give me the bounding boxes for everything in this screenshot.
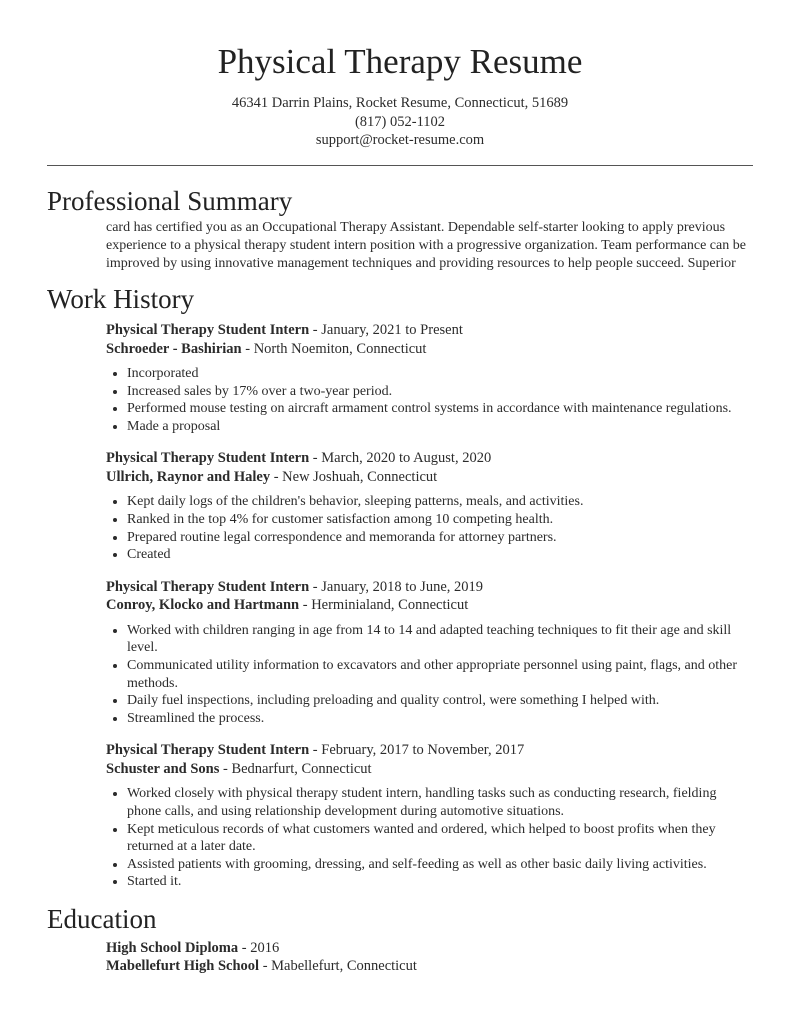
job-title: Physical Therapy Student Intern bbox=[106, 450, 310, 467]
job-location: - North Noemiton, Connecticut bbox=[241, 340, 427, 357]
phone: (817) 052-1102 bbox=[354, 113, 446, 130]
bullet-item: • Performed mouse testing on aircraft armament control systems in accordance with maintenance regulations. bbox=[127, 400, 753, 418]
degree: High School Diploma bbox=[106, 939, 239, 956]
job-bullets bbox=[106, 785, 753, 891]
job-location: - Bednarfurt, Connecticut bbox=[219, 760, 372, 777]
education-heading: Education bbox=[47, 903, 157, 934]
bullet-item: • Worked closely with physical therapy student intern, handling tasks such as conducting research, fielding phone calls, and using relationship development during automotive situations. bbox=[127, 785, 753, 820]
resume-title: Physical Therapy Resume bbox=[217, 42, 583, 81]
school-location: - Mabellefurt, Connecticut bbox=[259, 958, 417, 975]
job-title: Physical Therapy Student Intern bbox=[106, 578, 310, 595]
company-name: Schuster and Sons bbox=[106, 760, 220, 777]
summary-text: card has certified you as an Occupational Therapy Assistant. Dependable self-starter looking to apply previous experience to a physical therapy student intern position with a progressive organization. Team performance can be improved by using innovative management techniques and providing resources to help people succeed. Superior bbox=[106, 220, 746, 271]
bullet-item: • Daily fuel inspections, including preloading and quality control, were something I helped with. bbox=[127, 692, 753, 710]
job-location: - Herminialand, Connecticut bbox=[299, 597, 469, 614]
resume-body bbox=[47, 183, 753, 976]
job-dates: - March, 2020 to August, 2020 bbox=[309, 450, 492, 467]
bullet-item: • Prepared routine legal correspondence and memoranda for attorney partners. bbox=[127, 529, 753, 547]
job-title: Physical Therapy Student Intern bbox=[106, 322, 310, 338]
job-list bbox=[47, 321, 753, 891]
graduation-year: - 2016 bbox=[238, 939, 280, 956]
bullet-item: • Assisted patients with grooming, dressing, and self-feeding as well as other basic daily living activities. bbox=[127, 856, 753, 874]
education-entry bbox=[106, 939, 753, 976]
bullet-item: • Increased sales by 17% over a two-year period. bbox=[127, 383, 753, 401]
job-entry bbox=[106, 321, 753, 435]
summary-heading: Professional Summary bbox=[47, 186, 293, 216]
bullet-item: • Made a proposal bbox=[127, 418, 753, 436]
job-entry bbox=[106, 449, 753, 563]
job-bullets bbox=[106, 365, 753, 435]
bullet-item: • Incorporated bbox=[127, 365, 753, 383]
bullet-item: • Communicated utility information to excavators and other appropriate personnel using paint, flags, and other methods. bbox=[127, 657, 753, 692]
bullet-item: • Ranked in the top 4% for customer satisfaction among 10 competing health. bbox=[127, 511, 753, 529]
job-location: - New Joshuah, Connecticut bbox=[270, 468, 438, 485]
job-entry bbox=[106, 578, 753, 728]
job-dates: - January, 2018 to June, 2019 bbox=[309, 578, 484, 595]
bullet-item: • Kept daily logs of the children's behavior, sleeping patterns, meals, and activities. bbox=[127, 493, 753, 511]
contact-info bbox=[0, 94, 800, 150]
bullet-item: • Created bbox=[127, 546, 753, 564]
bullet-item: • Started it. bbox=[127, 873, 753, 891]
school-name: Mabellefurt High School bbox=[106, 958, 260, 975]
company-name: Conroy, Klocko and Hartmann bbox=[106, 597, 300, 614]
work-history-heading: Work History bbox=[47, 284, 195, 314]
job-entry bbox=[106, 741, 753, 891]
company-name: Ullrich, Raynor and Haley bbox=[106, 468, 271, 485]
job-dates: - February, 2017 to November, 2017 bbox=[309, 742, 525, 759]
job-bullets bbox=[106, 493, 753, 563]
bullet-item: • Worked with children ranging in age from 14 to 14 and adapted teaching techniques to fit their age and skill level. bbox=[127, 622, 753, 657]
address: 46341 Darrin Plains, Rocket Resume, Connecticut, 51689 bbox=[231, 95, 569, 111]
job-dates: - January, 2021 to Present bbox=[309, 322, 463, 338]
bullet-item: • Kept meticulous records of what customers wanted and ordered, which helped to boost profits when they returned at a later date. bbox=[127, 821, 753, 856]
resume-header bbox=[0, 0, 800, 150]
header-divider bbox=[47, 165, 753, 166]
company-name: Schroeder - Bashirian bbox=[106, 340, 242, 357]
job-title: Physical Therapy Student Intern bbox=[106, 742, 310, 759]
job-bullets bbox=[106, 622, 753, 728]
bullet-item: • Streamlined the process. bbox=[127, 710, 753, 728]
email: support@rocket-resume.com bbox=[315, 132, 485, 148]
